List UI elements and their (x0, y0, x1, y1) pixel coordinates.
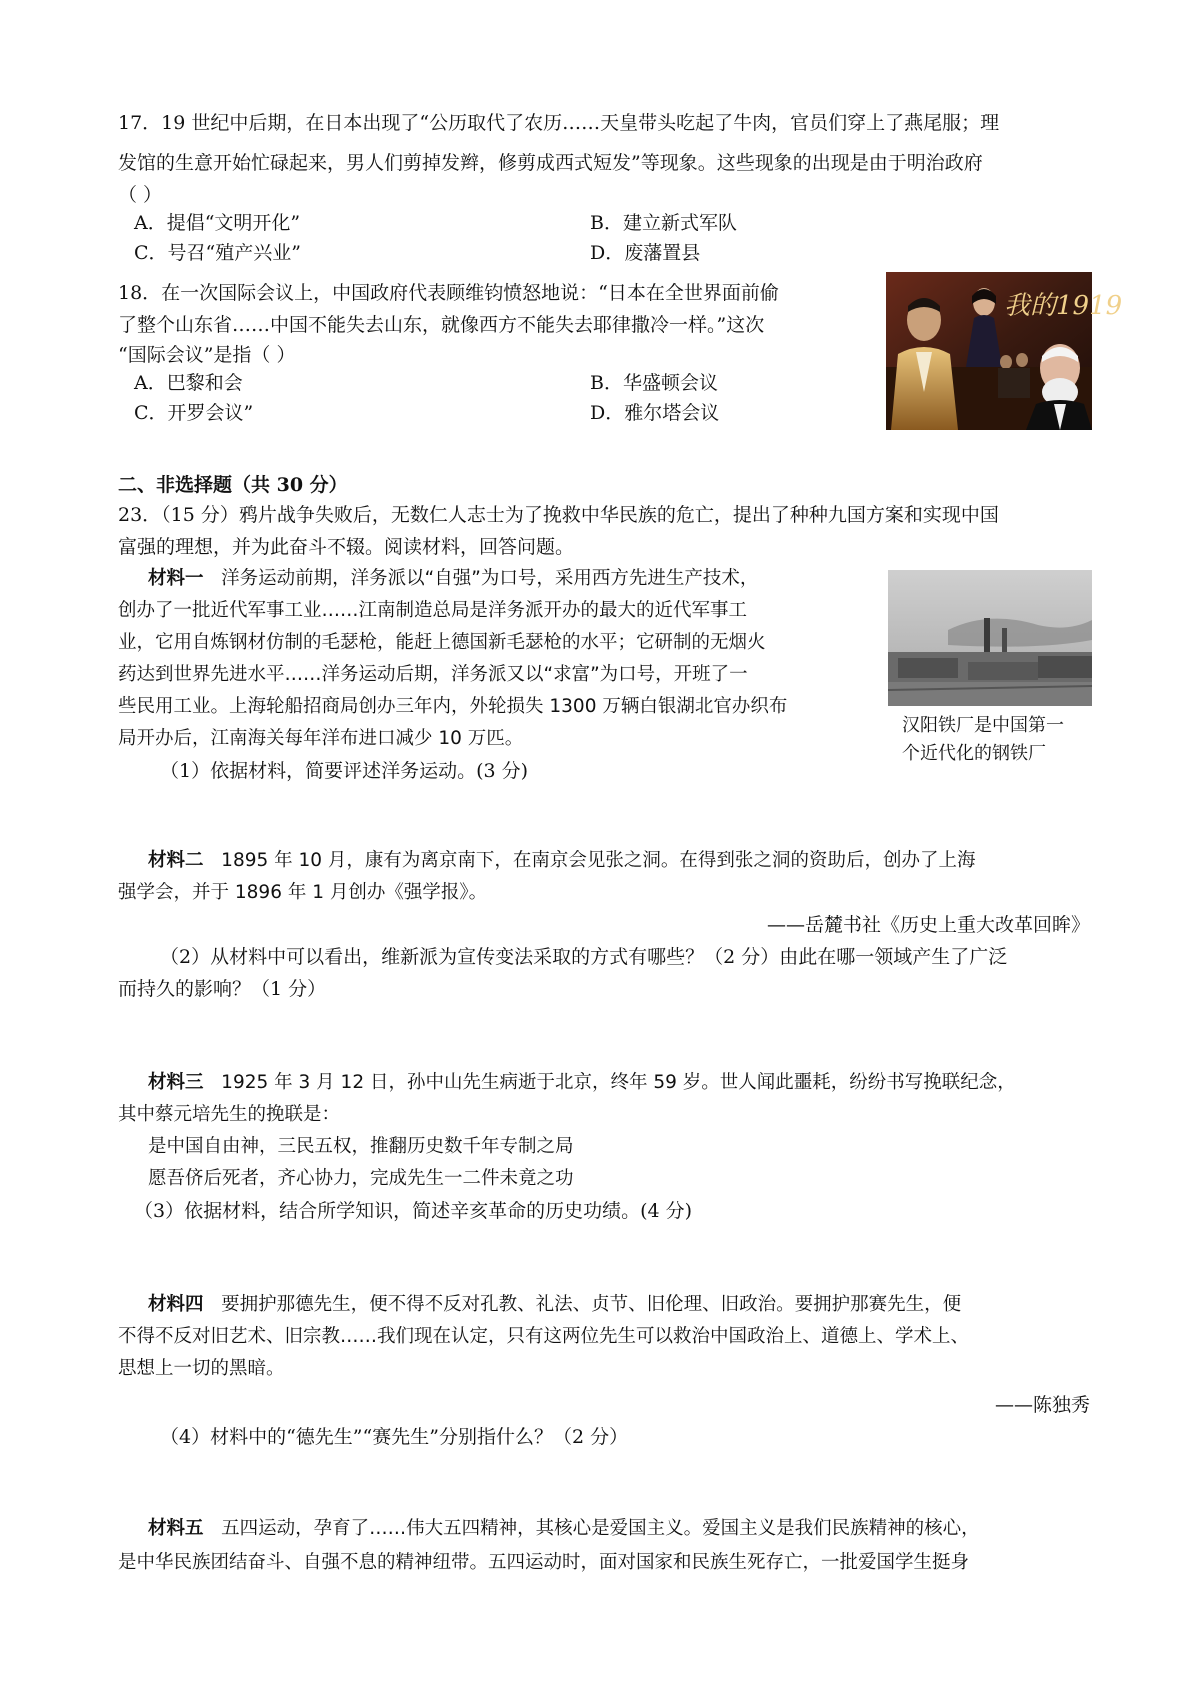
material-4-source: ——陈独秀 (994, 1394, 1090, 1416)
material-2-line-2: 强学会，并于 1896 年 1 月创办《强学报》。 (118, 882, 488, 903)
material-1-text-1: 洋务运动前期，洋务派以“自强”为口号，采用西方先进生产技术， (221, 568, 759, 589)
q18-line-2: 了整个山东省……中国不能失去山东，就像西方不能失去耶律撒冷一样。”这次 (118, 314, 765, 336)
material-3-label: 材料三 (148, 1072, 204, 1093)
material-1-line-4: 药达到世界先进水平……洋务运动后期，洋务派又以“求富”为口号，开班了一 (118, 664, 748, 685)
material-4-line-3: 思想上一切的黑暗。 (118, 1358, 285, 1379)
material-4-line-1 (148, 1290, 961, 1320)
q17-line-3: （ ） (118, 184, 163, 206)
material-4-line-2: 不得不反对旧艺术、旧宗教……我们现在认定，只有这两位先生可以救治中国政治上、道德上、学术上、 (118, 1326, 970, 1347)
hanyang-ironworks-photo (888, 570, 1092, 706)
material-1-line-2: 创办了一批近代军事工业……江南制造总局是洋务派开办的最大的近代军事工 (118, 600, 748, 621)
couplet-line-2: 愿吾侪后死者，齐心协力，完成先生一二件未竟之功 (148, 1168, 574, 1189)
material-5-line-2: 是中华民族团结奋斗、自强不息的精神纽带。五四运动时，面对国家和民族生死存亡，一批爱国学生挺身 (118, 1552, 970, 1573)
poster-title: 我的1919 (1004, 291, 1123, 321)
material-1-line-1 (148, 564, 758, 594)
material-1-line-3: 业，它用自炼钢材仿制的毛瑟枪，能赶上德国新毛瑟枪的水平；它研制的无烟火 (118, 632, 766, 653)
material-2-source: ——岳麓书社《历史上重大改革回眸》 (766, 914, 1090, 936)
question-3: （3）依据材料，结合所学知识，简述辛亥革命的历史功绩。(4 分) (134, 1200, 693, 1222)
material-3-line-2: 其中蔡元培先生的挽联是： (118, 1104, 341, 1125)
material-5-label: 材料五 (148, 1518, 204, 1539)
q23-line-1: 23．（15 分）鸦片战争失败后，无数仁人志士为了挽救中华民族的危亡，提出了种种九国方案和实现中国 (118, 504, 999, 526)
q18-line-3: “国际会议”是指（ ） (118, 344, 296, 366)
question-2-line-2: 而持久的影响？（1 分） (118, 978, 327, 1000)
q17-line-1: 17．19 世纪中后期，在日本出现了“公历取代了农历……天皇带头吃起了牛肉，官员们穿上了燕尾服；理 (118, 112, 1000, 134)
q18-line-1: 18．在一次国际会议上，中国政府代表顾维钧愤怒地说：“日本在全世界面前偷 (118, 282, 779, 304)
q17-line-2: 发馆的生意开始忙碌起来，男人们剪掉发辫，修剪成西式短发”等现象。这些现象的出现是由于明治政府 (118, 152, 983, 174)
q18-option-b: B．华盛顿会议 (590, 372, 718, 394)
material-2-text-1: 1895 年 10 月，康有为离京南下，在南京会见张之洞。在得到张之洞的资助后，创办了上海 (221, 850, 976, 871)
couplet-line-1: 是中国自由神，三民五权，推翻历史数千年专制之局 (148, 1136, 574, 1157)
material-3-text-1: 1925 年 3 月 12 日，孙中山先生病逝于北京，终年 59 岁。世人闻此噩耗，纷纷书写挽联纪念， (221, 1072, 1016, 1093)
material-4-text-1: 要拥护那德先生，便不得不反对孔教、礼法、贞节、旧伦理、旧政治。要拥护那赛先生，便 (221, 1294, 962, 1315)
material-3-line-1 (148, 1068, 1016, 1098)
question-1: （1）依据材料，简要评述洋务运动。(3 分) (160, 760, 529, 782)
q17-option-a: A．提倡“文明开化” (134, 212, 301, 234)
question-4: （4）材料中的“德先生”“赛先生”分别指什么？（2 分） (160, 1426, 629, 1448)
material-5-line-1 (148, 1514, 980, 1544)
material-2-line-1 (148, 846, 975, 876)
movie-poster-image (886, 272, 1123, 430)
material-1-line-6: 局开办后，江南海关每年洋布进口减少 10 万匹。 (118, 728, 524, 749)
photo-caption-line-1: 汉阳铁厂是中国第一 (902, 715, 1064, 736)
q23-line-2: 富强的理想，并为此奋斗不辍。阅读材料，回答问题。 (118, 536, 575, 558)
question-2-line-1: （2）从材料中可以看出，维新派为宣传变法采取的方式有哪些？（2 分）由此在哪一领域产生了广泛 (160, 946, 1008, 968)
q17-option-c: C．号召“殖产兴业” (134, 242, 301, 264)
material-1-line-5: 些民用工业。上海轮船招商局创办三年内，外轮损失 1300 万辆白银湖北官办织布 (118, 696, 788, 717)
material-1-label: 材料一 (148, 568, 204, 589)
q17-option-d: D．废藩置县 (590, 242, 701, 264)
material-2-label: 材料二 (148, 850, 204, 871)
q17-option-b: B．建立新式军队 (590, 212, 737, 234)
section-heading: 二、非选择题（共 30 分） (118, 474, 348, 496)
q18-option-c: C．开罗会议” (134, 402, 254, 424)
material-4-label: 材料四 (148, 1294, 204, 1315)
q18-option-a: A．巴黎和会 (134, 372, 243, 394)
photo-caption-line-2: 个近代化的钢铁厂 (902, 743, 1046, 764)
material-5-text-1: 五四运动，孕育了……伟大五四精神，其核心是爱国主义。爱国主义是我们民族精神的核心， (221, 1518, 980, 1539)
q18-option-d: D．雅尔塔会议 (590, 402, 720, 424)
